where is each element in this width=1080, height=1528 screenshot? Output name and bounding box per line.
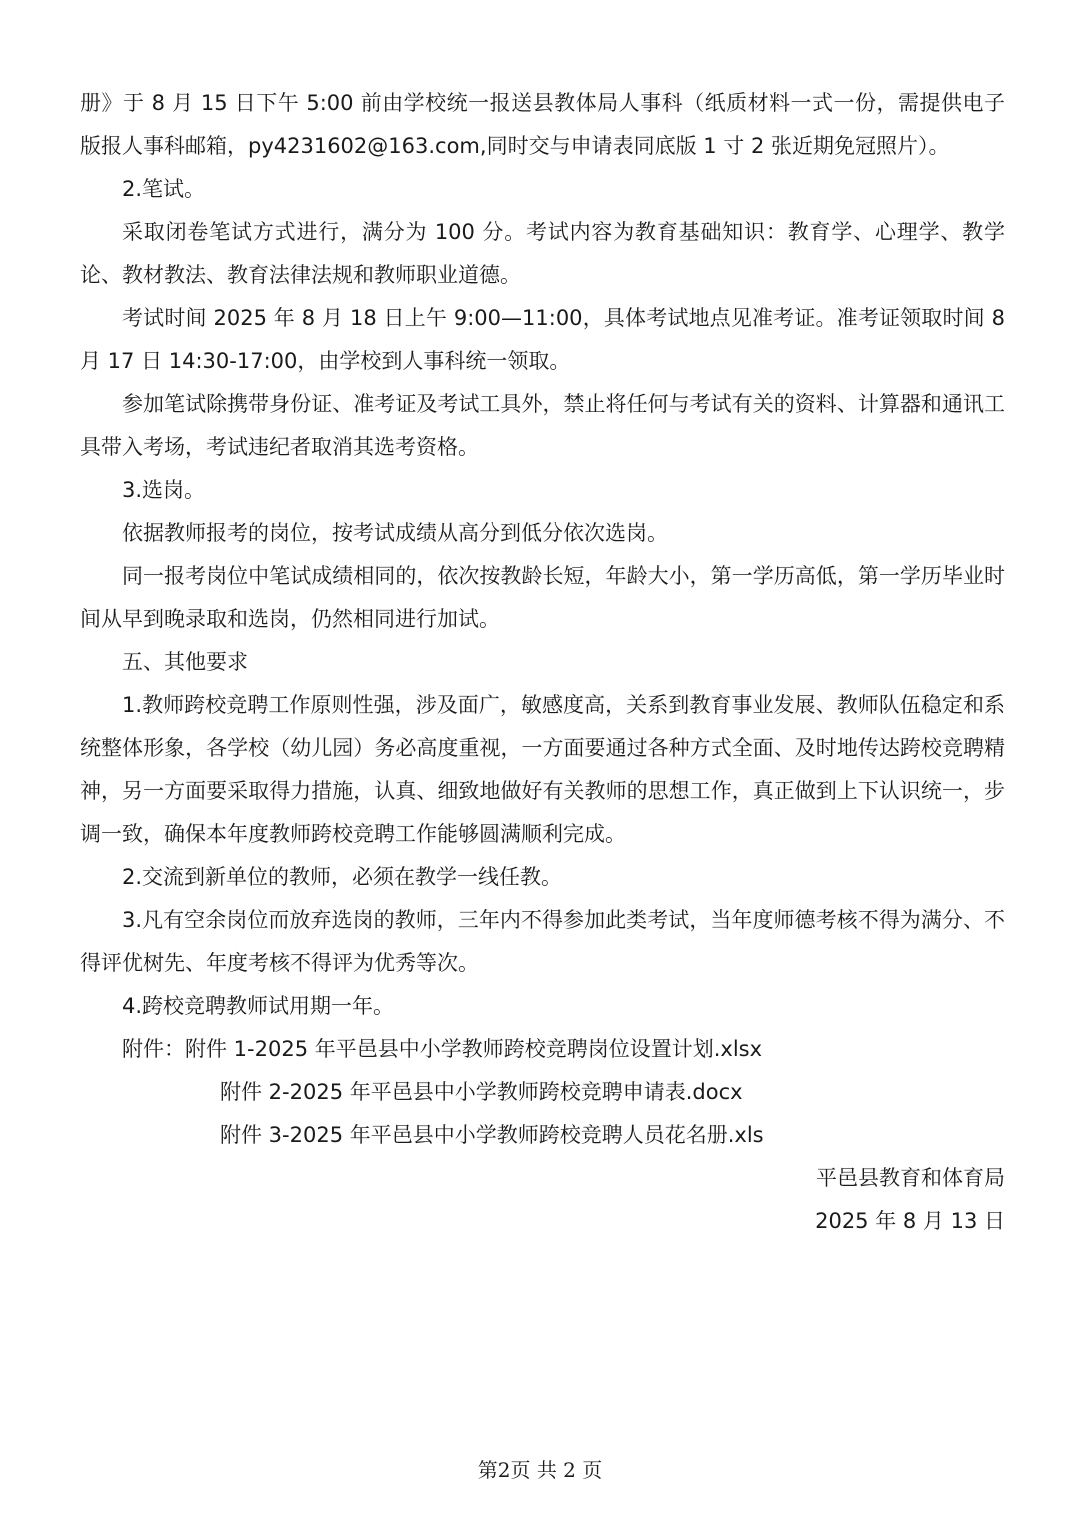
signature-date: 2025 年 8 月 13 日 xyxy=(815,1209,1005,1233)
paragraph-requirement-1: 1.教师跨校竞聘工作原则性强，涉及面广，敏感度高，关系到教育事业发展、教师队伍稳定和系统整体形象，各学校（幼儿园）务必高度重视，一方面要通过各种方式全面、及时地传达跨校竞聘精神，另一方面要采取得力措施，认真、细致地做好有关教师的思想工作，真正做到上下认识统一，步调一致，确保本年度教师跨校竞聘工作能够圆满顺利完成。 xyxy=(80,693,1005,846)
attachment-2: 附件 2-2025 年平邑县中小学教师跨校竞聘申请表.docx xyxy=(220,1080,743,1104)
paragraph-requirement-2: 2.交流到新单位的教师，必须在教学一线任教。 xyxy=(122,865,563,889)
heading-other-requirements: 五、其他要求 xyxy=(122,650,248,674)
paragraph-requirement-3: 3.凡有空余岗位而放弃选岗的教师，三年内不得参加此类考试，当年度师德考核不得为满分、不得评优树先、年度考核不得评为优秀等次。 xyxy=(80,908,1005,975)
paragraph-tie-break: 同一报考岗位中笔试成绩相同的，依次按教龄长短，年龄大小，第一学历高低，第一学历毕业时间从早到晚录取和选岗，仍然相同进行加试。 xyxy=(80,564,1005,631)
paragraph-requirement-4: 4.跨校竞聘教师试用期一年。 xyxy=(122,994,395,1018)
document-body xyxy=(80,82,1005,1243)
paragraph-exam-rules: 参加笔试除携带身份证、准考证及考试工具外，禁止将任何与考试有关的资料、计算器和通讯工具带入考场，考试违纪者取消其选考资格。 xyxy=(80,392,1005,459)
attachment-3: 附件 3-2025 年平邑县中小学教师跨校竞聘人员花名册.xls xyxy=(220,1123,764,1147)
page-footer: 第2页 共 2 页 xyxy=(477,1458,603,1482)
paragraph-exam-format: 采取闭卷笔试方式进行，满分为 100 分。考试内容为教育基础知识：教育学、心理学、教学论、教材教法、教育法律法规和教师职业道德。 xyxy=(80,220,1005,287)
paragraph-exam-time: 考试时间 2025 年 8 月 18 日上午 9:00—11:00，具体考试地点见准考证。准考证领取时间 8 月 17 日 14:30-17:00，由学校到人事科统一领取。 xyxy=(80,306,1005,373)
paragraph-submission: 册》于 8 月 15 日下午 5:00 前由学校统一报送县教体局人事科（纸质材料一式一份，需提供电子版报人事科邮箱，py4231602@163.com,同时交与申请表同底版 1 寸 2 张近期免冠照片）。 xyxy=(80,91,1005,158)
signature-organization: 平邑县教育和体育局 xyxy=(816,1166,1005,1190)
paragraph-selection-order: 依据教师报考的岗位，按考试成绩从高分到低分依次选岗。 xyxy=(122,521,668,545)
attachment-1: 附件：附件 1-2025 年平邑县中小学教师跨校竞聘岗位设置计划.xlsx xyxy=(122,1037,763,1061)
heading-position-selection: 3.选岗。 xyxy=(122,478,206,502)
heading-written-exam: 2.笔试。 xyxy=(122,177,206,201)
